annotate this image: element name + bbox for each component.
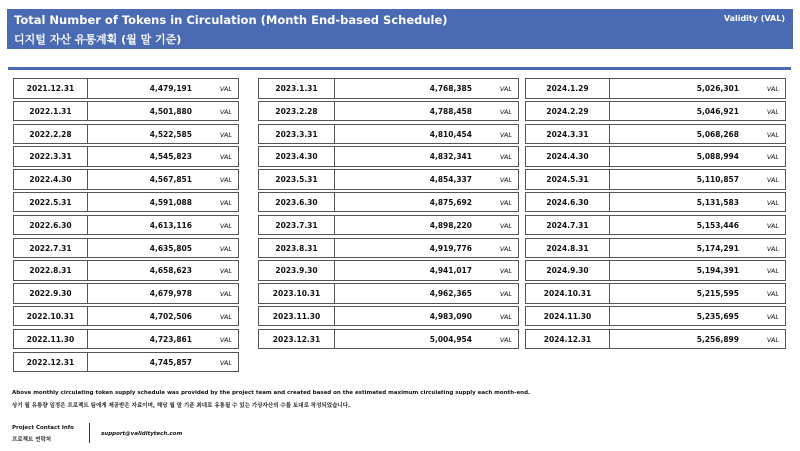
supply-value: 4,962,365: [429, 289, 472, 299]
footnote-korean: 상기 월 유통량 일정은 프로젝트 팀에게 제공받은 자료이며, 해당 월 말 기준 최대로 유통될 수 있는 가상자산의 수를 토대로 작성되었습니다.: [12, 403, 351, 409]
unit-text: VAL: [766, 153, 779, 162]
value-cell: [609, 260, 786, 281]
date-cell: [13, 306, 88, 327]
value-cell: [609, 306, 786, 327]
value-cell: [87, 352, 239, 373]
date-cell: [13, 329, 88, 350]
value-cell: [87, 215, 239, 236]
date-cell: [13, 78, 88, 99]
unit-text: VAL: [219, 153, 232, 162]
supply-value: 5,004,954: [429, 334, 472, 344]
table-row: [525, 238, 786, 259]
date-cell: [258, 283, 335, 304]
value-cell: [87, 101, 239, 122]
unit-text: VAL: [766, 198, 779, 207]
value-cell: [334, 260, 519, 281]
contact-label-korean: 프로젝트 연락처: [12, 437, 52, 443]
value-cell: [87, 146, 239, 167]
table-row: [525, 169, 786, 190]
unit-text: VAL: [499, 290, 512, 299]
table-row: [13, 169, 239, 190]
table-row: [258, 238, 519, 259]
supply-value: 5,068,268: [696, 129, 739, 139]
value-cell: [609, 78, 786, 99]
unit-text: VAL: [499, 335, 512, 344]
date-text: 2022.8.31: [29, 266, 72, 276]
unit-text: VAL: [499, 107, 512, 116]
contact-divider: [89, 423, 90, 443]
date-cell: [525, 329, 610, 350]
unit-text: VAL: [219, 335, 232, 344]
date-text: 2024.1.29: [546, 84, 589, 93]
value-cell: [87, 124, 239, 145]
unit-text: VAL: [766, 130, 779, 139]
value-cell: [334, 329, 519, 350]
unit-text: VAL: [219, 107, 232, 116]
supply-value: 4,591,088: [149, 197, 192, 207]
unit-text: VAL: [766, 221, 779, 230]
table-row: [258, 192, 519, 213]
value-cell: [87, 329, 239, 350]
date-text: 2023.9.30: [275, 266, 318, 276]
contact-label-english: Project Contact Info: [12, 425, 74, 431]
date-text: 2024.9.30: [546, 266, 589, 276]
supply-value: 4,919,776: [429, 243, 472, 253]
supply-value: 4,832,341: [429, 152, 472, 162]
table-row: [525, 329, 786, 350]
date-cell: [525, 283, 610, 304]
value-cell: [87, 238, 239, 259]
value-cell: [609, 101, 786, 122]
supply-value: 5,131,583: [696, 197, 739, 207]
supply-value: 5,256,899: [696, 334, 739, 344]
value-cell: [87, 169, 239, 190]
supply-value: 4,768,385: [429, 84, 472, 93]
date-text: 2023.6.30: [275, 197, 318, 207]
date-text: 2022.11.30: [26, 334, 75, 344]
date-cell: [13, 260, 88, 281]
unit-text: VAL: [499, 198, 512, 207]
supply-value: 4,723,861: [149, 334, 192, 344]
date-text: 2022.1.31: [29, 106, 72, 116]
value-cell: [334, 169, 519, 190]
table-row: [525, 260, 786, 281]
table-row: [525, 124, 786, 145]
date-text: 2024.12.31: [543, 334, 592, 344]
date-cell: [258, 169, 335, 190]
value-cell: [334, 124, 519, 145]
date-text: 2023.5.31: [275, 175, 318, 185]
date-cell: [258, 215, 335, 236]
table-row: [13, 283, 239, 304]
date-cell: [258, 260, 335, 281]
supply-value: 4,810,454: [429, 129, 472, 139]
unit-text: VAL: [766, 290, 779, 299]
supply-value: 4,567,851: [149, 175, 192, 185]
unit-text: VAL: [499, 130, 512, 139]
schedule-column: [13, 78, 239, 374]
date-text: 2022.2.28: [29, 129, 72, 139]
token-unit-label: Validity (VAL): [723, 14, 785, 23]
unit-text: VAL: [219, 290, 232, 299]
unit-text: VAL: [499, 244, 512, 253]
table-row: [13, 329, 239, 350]
table-row: [13, 215, 239, 236]
table-row: [13, 78, 239, 99]
unit-text: VAL: [766, 244, 779, 253]
value-cell: [334, 306, 519, 327]
title-english: Total Number of Tokens in Circulation (Month End-based Schedule): [14, 13, 448, 27]
date-cell: [525, 101, 610, 122]
unit-text: VAL: [766, 267, 779, 276]
date-text: 2024.6.30: [546, 197, 589, 207]
date-cell: [525, 260, 610, 281]
date-cell: [258, 192, 335, 213]
supply-value: 4,983,090: [429, 311, 472, 321]
table-row: [258, 101, 519, 122]
date-cell: [258, 306, 335, 327]
date-text: 2023.7.31: [275, 220, 318, 230]
value-cell: [334, 215, 519, 236]
unit-text: VAL: [219, 198, 232, 207]
table-row: [258, 283, 519, 304]
date-cell: [13, 352, 88, 373]
unit-text: VAL: [766, 335, 779, 344]
value-cell: [334, 238, 519, 259]
date-cell: [258, 124, 335, 145]
table-row: [13, 238, 239, 259]
unit-text: VAL: [766, 107, 779, 116]
date-cell: [13, 283, 88, 304]
value-cell: [87, 192, 239, 213]
date-text: 2023.8.31: [275, 243, 318, 253]
table-row: [258, 169, 519, 190]
unit-text: VAL: [499, 312, 512, 321]
table-row: [258, 124, 519, 145]
date-text: 2022.9.30: [29, 289, 72, 299]
table-row: [258, 146, 519, 167]
date-cell: [525, 146, 610, 167]
supply-value: 5,046,921: [696, 106, 739, 116]
date-text: 2022.7.31: [29, 243, 72, 253]
date-text: 2023.11.30: [272, 311, 321, 321]
table-row: [13, 192, 239, 213]
table-row: [13, 124, 239, 145]
value-cell: [87, 306, 239, 327]
supply-value: 4,635,805: [149, 243, 192, 253]
unit-text: VAL: [766, 85, 779, 93]
schedule-column: [525, 78, 786, 352]
date-cell: [13, 101, 88, 122]
unit-text: VAL: [219, 358, 232, 367]
date-cell: [525, 124, 610, 145]
unit-text: VAL: [219, 130, 232, 139]
supply-value: 4,854,337: [429, 175, 472, 185]
table-row: [258, 260, 519, 281]
unit-text: VAL: [219, 244, 232, 253]
value-cell: [609, 146, 786, 167]
supply-value: 4,898,220: [429, 220, 472, 230]
date-text: 2022.5.31: [29, 197, 72, 207]
value-cell: [87, 78, 239, 99]
table-row: [258, 329, 519, 350]
date-cell: [13, 215, 88, 236]
date-text: 2024.7.31: [546, 220, 589, 230]
table-row: [525, 215, 786, 236]
date-cell: [13, 169, 88, 190]
title-korean: 디지털 자산 유통계획 (월 말 기준): [14, 33, 182, 46]
unit-text: VAL: [219, 312, 232, 321]
value-cell: [334, 283, 519, 304]
date-cell: [258, 238, 335, 259]
value-cell: [334, 101, 519, 122]
date-text: 2024.5.31: [546, 175, 589, 185]
unit-text: VAL: [766, 312, 779, 321]
unit-text: VAL: [499, 153, 512, 162]
date-cell: [258, 101, 335, 122]
unit-text: VAL: [766, 176, 779, 185]
unit-text: VAL: [219, 221, 232, 230]
table-row: [13, 306, 239, 327]
date-text: 2022.3.31: [29, 152, 72, 162]
header-divider: [8, 67, 791, 70]
value-cell: [334, 192, 519, 213]
unit-text: VAL: [499, 221, 512, 230]
date-cell: [258, 78, 335, 99]
value-cell: [609, 329, 786, 350]
table-row: [525, 146, 786, 167]
supply-value: 4,545,823: [149, 152, 192, 162]
date-text: 2024.3.31: [546, 129, 589, 139]
date-cell: [525, 78, 610, 99]
table-row: [525, 192, 786, 213]
table-row: [525, 306, 786, 327]
unit-text: VAL: [499, 85, 512, 93]
value-cell: [87, 260, 239, 281]
supply-value: 4,658,623: [149, 266, 192, 276]
table-row: [13, 260, 239, 281]
table-row: [525, 283, 786, 304]
supply-value: 4,522,585: [149, 129, 192, 139]
date-cell: [258, 146, 335, 167]
date-text: 2024.2.29: [546, 106, 589, 116]
date-text: 2022.6.30: [29, 220, 72, 230]
table-row: [13, 146, 239, 167]
value-cell: [334, 146, 519, 167]
supply-value: 4,745,857: [149, 357, 192, 367]
date-cell: [525, 215, 610, 236]
date-text: 2023.12.31: [272, 334, 321, 344]
date-text: 2023.4.30: [275, 152, 318, 162]
supply-value: 4,501,880: [149, 106, 192, 116]
unit-text: VAL: [219, 267, 232, 276]
value-cell: [609, 192, 786, 213]
unit-text: VAL: [219, 85, 232, 93]
date-cell: [525, 192, 610, 213]
supply-value: 5,088,994: [696, 152, 739, 162]
date-text: 2024.4.30: [546, 152, 589, 162]
date-text: 2022.12.31: [26, 357, 75, 367]
date-cell: [13, 146, 88, 167]
date-cell: [525, 169, 610, 190]
value-cell: [87, 283, 239, 304]
value-cell: [609, 124, 786, 145]
supply-value: 5,026,301: [696, 84, 739, 93]
value-cell: [609, 215, 786, 236]
value-cell: [609, 169, 786, 190]
date-text: 2023.1.31: [275, 84, 318, 93]
value-cell: [334, 78, 519, 99]
supply-value: 4,941,017: [429, 266, 472, 276]
footnote-english: Above monthly circulating token supply schedule was provided by the project team and created based on the estimated maximum circulating supply each month-end.: [12, 390, 531, 396]
supply-value: 4,875,692: [429, 197, 472, 207]
table-row: [525, 101, 786, 122]
date-cell: [525, 306, 610, 327]
date-text: 2022.10.31: [26, 311, 75, 321]
supply-value: 4,702,506: [149, 311, 192, 321]
date-cell: [525, 238, 610, 259]
value-cell: [609, 283, 786, 304]
date-cell: [258, 329, 335, 350]
supply-value: 5,215,595: [696, 289, 739, 299]
date-text: 2024.11.30: [543, 311, 592, 321]
date-text: 2023.3.31: [275, 129, 318, 139]
schedule-column: [258, 78, 519, 352]
supply-value: 4,679,978: [149, 289, 192, 299]
contact-email[interactable]: support@validitytech.com: [101, 431, 183, 437]
value-cell: [609, 238, 786, 259]
table-row: [258, 78, 519, 99]
date-text: 2023.2.28: [275, 106, 318, 116]
supply-value: 4,613,116: [149, 220, 192, 230]
date-text: 2021.12.31: [26, 84, 75, 93]
table-row: [525, 78, 786, 99]
date-text: 2023.10.31: [272, 289, 321, 299]
table-row: [258, 215, 519, 236]
date-text: 2022.4.30: [29, 175, 72, 185]
supply-value: 5,235,695: [696, 311, 739, 321]
supply-value: 4,788,458: [429, 106, 472, 116]
date-text: 2024.8.31: [546, 243, 589, 253]
title-banner: [7, 9, 793, 49]
date-cell: [13, 192, 88, 213]
unit-text: VAL: [219, 176, 232, 185]
date-cell: [13, 124, 88, 145]
supply-value: 4,479,191: [149, 84, 192, 93]
date-cell: [13, 238, 88, 259]
supply-value: 5,153,446: [696, 220, 739, 230]
date-text: 2024.10.31: [543, 289, 592, 299]
table-row: [13, 101, 239, 122]
supply-value: 5,174,291: [696, 243, 739, 253]
unit-text: VAL: [499, 176, 512, 185]
table-row: [258, 306, 519, 327]
supply-value: 5,194,391: [696, 266, 739, 276]
supply-value: 5,110,857: [696, 175, 739, 185]
table-row: [13, 352, 239, 373]
unit-text: VAL: [499, 267, 512, 276]
